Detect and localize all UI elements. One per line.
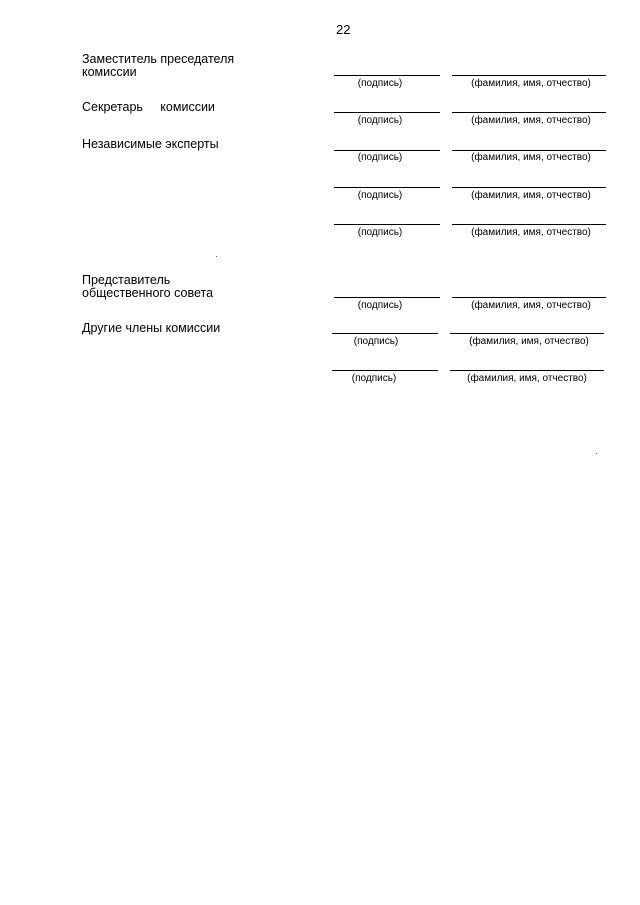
signature-caption: (подпись) [357, 227, 403, 238]
signature-line [334, 112, 440, 113]
signature-line [334, 187, 440, 188]
name-line [452, 112, 606, 113]
name-caption: (фамилия, имя, отчество) [471, 300, 591, 311]
signature-line [332, 333, 438, 334]
signature-caption: (подпись) [353, 336, 399, 347]
role-label-deputy-chair: Заместитель преседателя комиссии [82, 52, 235, 79]
name-caption: (фамилия, имя, отчество) [471, 78, 591, 89]
name-caption: (фамилия, имя, отчество) [471, 115, 591, 126]
role-label-independent-experts: Независимые эксперты [82, 137, 219, 151]
signature-caption: (подпись) [351, 373, 397, 384]
name-line [450, 333, 604, 334]
name-caption: (фамилия, имя, отчество) [471, 190, 591, 201]
name-line [452, 224, 606, 225]
signature-caption: (подпись) [357, 78, 403, 89]
page-number: 22 [336, 22, 351, 37]
signature-caption: (подпись) [357, 152, 403, 163]
signature-caption: (подпись) [357, 190, 403, 201]
role-label-secretary: Секретарь комиссии [82, 100, 215, 114]
name-line [452, 150, 606, 151]
signature-line [334, 297, 440, 298]
scan-speck [596, 453, 597, 454]
name-caption: (фамилия, имя, отчество) [471, 152, 591, 163]
name-line [452, 75, 606, 76]
name-line [450, 370, 604, 371]
name-caption: (фамилия, имя, отчество) [469, 336, 589, 347]
signature-line [332, 370, 438, 371]
name-line [452, 297, 606, 298]
name-caption: (фамилия, имя, отчество) [467, 373, 587, 384]
signature-caption: (подпись) [357, 115, 403, 126]
signature-line [334, 224, 440, 225]
signature-line [334, 150, 440, 151]
role-label-public-council-rep: Представитель общественного совета [82, 273, 214, 300]
name-line [452, 187, 606, 188]
signature-caption: (подпись) [357, 300, 403, 311]
name-caption: (фамилия, имя, отчество) [471, 227, 591, 238]
scan-speck [216, 256, 217, 257]
role-label-other-members: Другие члены комиссии [82, 321, 221, 335]
signature-line [334, 75, 440, 76]
